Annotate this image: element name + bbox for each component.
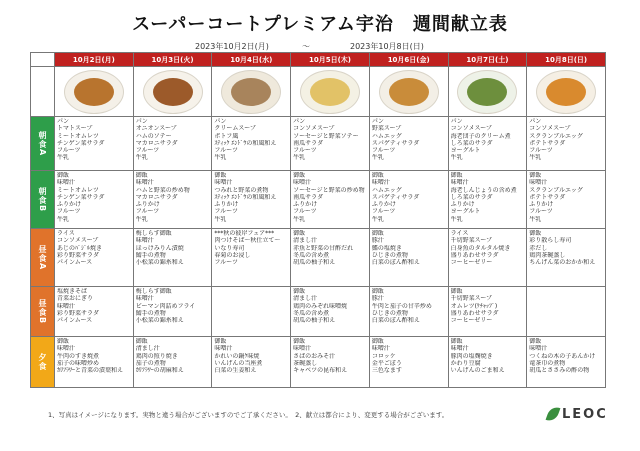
food-shape xyxy=(467,78,507,106)
menu-item: ライス xyxy=(450,230,469,237)
menu-item: 味噌汁 xyxy=(214,345,233,353)
menu-item: 御飯 xyxy=(214,338,227,345)
menu-item: 御飯 xyxy=(57,172,70,179)
menu-item: ほっけみりん漬焼 xyxy=(135,244,184,252)
menu-item: いなり寿司 xyxy=(214,244,245,252)
menu-cell xyxy=(134,229,213,287)
menu-item: 清まし汁 xyxy=(135,345,160,353)
menu-item: 牛乳 xyxy=(450,154,463,162)
meal-label-text: 朝食A xyxy=(38,130,47,157)
menu-item: しろ菜のサラダ xyxy=(450,139,493,147)
menu-item: スクランブルエッグ xyxy=(529,186,583,194)
menu-item: 牛乳 xyxy=(529,215,542,223)
menu-item: ハムと野菜の炒め物 xyxy=(135,186,190,194)
menu-item: 味噌汁 xyxy=(214,179,233,187)
menu-item: フルーツ xyxy=(57,208,81,216)
footnote: 1、写真はイメージになります。実物と違う場合がございますのでご了承ください。 2、献立は都合により、変更する場合がございます。 xyxy=(48,411,449,419)
menu-cell xyxy=(55,229,134,287)
menu-item: 豚汁 xyxy=(371,237,384,245)
menu-item: ***秋の彼岸フェア*** xyxy=(214,230,275,237)
menu-item: チンゲン菜サラダ xyxy=(57,139,105,147)
header-corner xyxy=(31,53,55,67)
menu-item: 御飯 xyxy=(450,288,463,295)
menu-item: ふりかけ xyxy=(371,201,396,209)
salad-photo xyxy=(457,70,517,114)
menu-item: 御飯 xyxy=(293,172,306,179)
photo-cell xyxy=(291,67,370,117)
menu-item: コーヒーゼリー xyxy=(450,317,493,325)
menu-item: ひじきの煮物 xyxy=(371,309,408,317)
menu-item: あじのﾊﾞｼﾞﾙ焼き xyxy=(57,244,103,252)
menu-item: フルーツ xyxy=(293,147,317,155)
menu-item: 牛乳 xyxy=(57,154,70,162)
menu-item: 牛乳 xyxy=(135,215,148,223)
menu-item: パン xyxy=(57,118,70,125)
menu-cell xyxy=(449,229,528,287)
menu-item: 茄子の煮物 xyxy=(135,359,166,367)
menu-cell xyxy=(212,229,291,287)
menu-item: 味噌汁 xyxy=(450,179,469,187)
menu-item: つみれと野菜の煮物 xyxy=(214,186,269,194)
menu-item: 三色なます xyxy=(371,367,402,375)
menu-item: 千切野菜スープ xyxy=(450,295,492,303)
menu-item: 冬瓜の含め煮 xyxy=(293,309,330,317)
menu-item: ふりかけ xyxy=(135,201,160,209)
menu-item: パン xyxy=(529,118,542,125)
menu-cell xyxy=(134,117,213,171)
menu-cell xyxy=(134,287,213,337)
menu-item: 御飯 xyxy=(371,230,384,237)
menu-cell xyxy=(134,171,213,229)
photo-cell xyxy=(134,67,213,117)
menu-item: 牛乳 xyxy=(214,215,227,223)
menu-item: 牛肉のすき焼煮 xyxy=(57,352,100,360)
menu-cell xyxy=(55,171,134,229)
menu-item: 清まし汁 xyxy=(293,237,318,245)
menu-item: 御飯 xyxy=(450,172,463,179)
menu-cell xyxy=(527,117,606,171)
food-shape xyxy=(74,78,114,106)
menu-item: クリームスープ xyxy=(214,125,256,133)
menu-item: 御飯 xyxy=(293,230,306,237)
menu-cell xyxy=(291,171,370,229)
menu-item: 野菜スープ xyxy=(371,125,402,133)
menu-item: 胡瓜とささみの酢の物 xyxy=(529,367,590,375)
menu-item: ヨーグルト xyxy=(450,147,481,155)
menu-item: 牛乳 xyxy=(293,154,306,162)
day-header: 10月4日(水) xyxy=(212,53,291,67)
menu-item: 茄子の味噌炒め xyxy=(57,359,100,367)
menu-item: 小松菜の錦糸和え xyxy=(135,317,184,325)
menu-item: いんげんの当座煮 xyxy=(214,359,263,367)
day-header: 10月8日(日) xyxy=(527,53,606,67)
menu-item: マカロニサラダ xyxy=(135,139,178,147)
menu-item: 味噌汁 xyxy=(135,295,154,303)
menu-item: 鯖手の煮物 xyxy=(135,251,166,259)
menu-item: 胡瓜の柚子和え xyxy=(293,259,336,267)
menu-item: パインムース xyxy=(57,317,93,325)
menu-item: 牛乳 xyxy=(214,154,227,162)
logo-text: LEOC xyxy=(562,406,608,422)
menu-item: ソーセージと野菜ソテー xyxy=(293,132,359,140)
menu-item: 梅しらす御飯 xyxy=(135,288,172,295)
menu-item: 味噌汁 xyxy=(293,179,312,187)
menu-cell xyxy=(212,117,291,171)
menu-item: 牛乳 xyxy=(371,215,384,223)
menu-item: 牛乳 xyxy=(450,215,463,223)
photo-cell xyxy=(370,67,449,117)
menu-item: 御飯 xyxy=(371,288,384,295)
menu-cell xyxy=(449,117,528,171)
menu-item: オニオンスープ xyxy=(135,125,177,133)
menu-item: 味噌汁 xyxy=(57,345,76,353)
menu-item: ふりかけ xyxy=(529,201,554,209)
curry-rice-photo xyxy=(536,70,596,114)
menu-item: ポトフ風 xyxy=(214,132,239,140)
menu-item: かわり豆腐 xyxy=(450,359,481,367)
menu-item: コンソメスープ xyxy=(293,125,335,133)
menu-item: オムレツ(ｹﾁｬｯﾌﾟ) xyxy=(450,302,498,310)
day-header: 10月6日(金) xyxy=(370,53,449,67)
menu-item: ふりかけ xyxy=(450,201,475,209)
meal-label-breakfast_b xyxy=(31,171,55,229)
menu-item: かれいの鍋ｸ味焼 xyxy=(214,352,260,360)
egg-rice-photo xyxy=(300,70,360,114)
menu-item: ふりかけ xyxy=(57,201,82,209)
menu-item: マカロニサラダ xyxy=(135,193,178,201)
menu-item: 千切野菜スープ xyxy=(450,237,492,245)
menu-item: 味噌汁 xyxy=(371,345,390,353)
menu-item: フルーツ xyxy=(135,147,160,155)
menu-item: 御飯 xyxy=(135,172,148,179)
menu-item: トマトスープ xyxy=(57,125,93,133)
menu-item: チンゲン菜サラダ xyxy=(57,193,105,201)
menu-item: 竜茶巾の煮物 xyxy=(529,359,566,367)
soba-photo xyxy=(221,70,281,114)
menu-cell xyxy=(55,117,134,171)
menu-item: パン xyxy=(214,118,227,125)
menu-item: 肉つけそば～秋仕立て～ xyxy=(214,237,281,245)
menu-item: フルーツ xyxy=(371,208,396,216)
meal-label-dinner xyxy=(31,337,55,388)
menu-item: 塩焼きそば xyxy=(57,288,88,295)
menu-item: スクランブルエッグ xyxy=(529,132,583,140)
menu-item: 南瓜サラダ xyxy=(293,193,324,201)
menu-item: フルーツ xyxy=(293,208,317,216)
menu-cell xyxy=(291,229,370,287)
menu-item: 盛りあわせサラダ xyxy=(450,251,499,259)
menu-item: ポテトサラダ xyxy=(529,193,566,201)
menu-item: ハムのソテー xyxy=(135,132,172,140)
menu-item: 牛乳 xyxy=(529,154,542,162)
menu-item: ｽﾃｨｯｸ ｴﾝﾄﾞｳの和風和え xyxy=(214,193,277,201)
menu-cell xyxy=(212,287,291,337)
date-end: 2023年10月8日(日) xyxy=(350,42,424,51)
menu-item: 味噌汁 xyxy=(57,179,76,187)
menu-item: 鶏肉の照り焼き xyxy=(135,352,178,360)
menu-item: 牛乳 xyxy=(57,215,70,223)
menu-item: 盛りあわせサラダ xyxy=(450,309,499,317)
day-header: 10月5日(木) xyxy=(291,53,370,67)
menu-cell xyxy=(449,287,528,337)
menu-item: ｶﾘﾌﾗﾜｰの胡麻和え xyxy=(135,367,184,375)
menu-cell xyxy=(291,117,370,171)
menu-item: さばのおみそ汁 xyxy=(293,352,336,360)
menu-item: 豚汁 xyxy=(371,295,384,303)
menu-item: コンソメスープ xyxy=(529,125,571,133)
day-header: 10月3日(火) xyxy=(134,53,213,67)
menu-item: ミートオムレツ xyxy=(57,186,99,194)
menu-item: 味噌汁 xyxy=(293,345,312,353)
menu-item: 味噌汁 xyxy=(529,345,548,353)
menu-item: ミートオムレツ xyxy=(57,132,99,140)
menu-item: フルーツ xyxy=(529,208,553,216)
menu-item: 御飯 xyxy=(135,338,148,345)
menu-item: 御飯 xyxy=(529,172,542,179)
menu-item: 白身魚のタルタル焼き xyxy=(450,244,511,252)
menu-item: 御飯 xyxy=(529,230,542,237)
menu-cell xyxy=(370,287,449,337)
menu-item: ハムエッグ xyxy=(371,186,402,194)
menu-item: パン xyxy=(450,118,463,125)
menu-item: 青菜おにぎり xyxy=(57,295,94,303)
menu-item: 牛乳 xyxy=(293,215,306,223)
menu-item: 梅しらす御飯 xyxy=(135,230,172,237)
menu-item: ちんげん菜のおかか和え xyxy=(529,259,596,267)
meal-label-text: 朝食B xyxy=(38,186,47,213)
menu-item: ｽﾃｨｯｸ ｴﾝﾄﾞｳの和風和え xyxy=(214,139,277,147)
menu-item: 御飯 xyxy=(293,288,306,295)
menu-item: 南瓜サラダ xyxy=(293,139,324,147)
menu-item: 彩り野菜サラダ xyxy=(57,309,99,317)
fried-fish-photo xyxy=(379,70,439,114)
menu-item: 味噌汁 xyxy=(135,237,154,245)
menu-item: 豚肉の塩麹焼き xyxy=(450,352,493,360)
menu-item: フルーツ xyxy=(214,147,238,155)
menu-item: 白菜のぽん酢和え xyxy=(371,317,420,325)
menu-cell xyxy=(212,171,291,229)
menu-item: 御飯 xyxy=(371,172,384,179)
menu-item: パインムース xyxy=(57,259,93,267)
date-start: 2023年10月2日(月) xyxy=(195,42,269,51)
menu-cell xyxy=(134,337,213,388)
leaf-icon xyxy=(546,405,561,423)
date-separator: ～ xyxy=(302,42,310,51)
menu-cell xyxy=(55,337,134,388)
menu-item: 金平ごぼう xyxy=(371,359,402,367)
menu-item: 御飯 xyxy=(293,338,306,345)
menu-cell xyxy=(527,337,606,388)
menu-item: 牛肉と茄子の甘辛炒め xyxy=(371,302,432,310)
menu-item: ポテトサラダ xyxy=(529,139,566,147)
day-header: 10月2日(月) xyxy=(55,53,134,67)
meal-label-text: 夕食 xyxy=(38,353,47,371)
menu-item: フルーツ xyxy=(135,208,160,216)
photo-cell xyxy=(55,67,134,117)
menu-item: コンソメスープ xyxy=(450,125,492,133)
menu-item: 味噌汁 xyxy=(57,302,76,310)
menu-cell xyxy=(212,337,291,388)
food-shape xyxy=(546,78,586,106)
menu-cell xyxy=(527,229,606,287)
menu-item: コーヒーゼリー xyxy=(450,259,493,267)
photo-corner xyxy=(31,67,55,117)
meal-label-text: 昼食B xyxy=(38,298,47,325)
leoc-logo xyxy=(548,406,608,422)
menu-item: フルーツ xyxy=(529,147,553,155)
menu-item: 味噌汁 xyxy=(371,179,390,187)
menu-item: 牛乳 xyxy=(135,154,148,162)
menu-item: 御飯 xyxy=(450,338,463,345)
menu-cell xyxy=(370,171,449,229)
menu-item: いんげんのごま和え xyxy=(450,367,505,375)
menu-item: 牛乳 xyxy=(371,154,384,162)
menu-item: 冬瓜の含め煮 xyxy=(293,251,330,259)
menu-item: キャベツの昆布和え xyxy=(293,367,348,375)
menu-item: 白菜の生姜和え xyxy=(214,367,257,375)
menu-cell xyxy=(527,287,606,337)
menu-item: 鶏肉のみぞれ味噌焼 xyxy=(293,302,348,310)
menu-item: 茶碗蒸し xyxy=(293,359,318,367)
menu-item: 赤魚と野菜の甘酢だれ xyxy=(293,244,354,252)
menu-item: 御飯 xyxy=(529,338,542,345)
page-title: スーパーコートプレミアム宇治 週間献立表 xyxy=(132,14,508,35)
karaage-bowl-photo xyxy=(64,70,124,114)
menu-item: フルーツ xyxy=(214,259,238,267)
menu-cell xyxy=(291,337,370,388)
menu-item: ハムエッグ xyxy=(371,132,402,140)
menu-cell xyxy=(370,337,449,388)
meal-label-text: 昼食A xyxy=(38,244,47,271)
menu-item: 味噌汁 xyxy=(529,179,548,187)
menu-item: スパゲティサラダ xyxy=(371,139,420,147)
food-shape xyxy=(153,78,193,106)
photo-cell xyxy=(527,67,606,117)
menu-item: しろ菜のサラダ xyxy=(450,193,493,201)
menu-item: 鶏肉茶碗蒸し xyxy=(529,251,566,259)
menu-cell xyxy=(527,171,606,229)
menu-item: 味噌汁 xyxy=(450,345,469,353)
photo-cell xyxy=(449,67,528,117)
menu-item: コンソメスープ xyxy=(57,237,99,245)
menu-cell xyxy=(370,117,449,171)
menu-item: 海老団子のクリーム煮 xyxy=(450,132,511,140)
menu-cell xyxy=(291,287,370,337)
menu-item: 胡瓜の柚子和え xyxy=(293,317,336,325)
menu-item: 味噌汁 xyxy=(135,179,154,187)
menu-item: 鰈の塩焼き xyxy=(371,244,402,252)
menu-item: ビーマン肉詰めフライ xyxy=(135,302,196,310)
menu-item: スパゲティサラダ xyxy=(371,193,420,201)
menu-item: 彩り散らし寿司 xyxy=(529,237,572,245)
menu-item: つくねの木の子あんかけ xyxy=(529,352,596,360)
menu-item: 御飯 xyxy=(371,338,384,345)
menu-item: 彩り野菜サラダ xyxy=(57,251,99,259)
meal-label-breakfast_a xyxy=(31,117,55,171)
food-shape xyxy=(310,78,350,106)
menu-item: 御飯 xyxy=(57,338,70,345)
menu-item: ひじきの煮物 xyxy=(371,251,408,259)
menu-item: ふりかけ xyxy=(214,201,239,209)
menu-cell xyxy=(449,171,528,229)
menu-item: パン xyxy=(293,118,306,125)
meal-label-lunch_a xyxy=(31,229,55,287)
menu-table xyxy=(30,52,606,388)
meal-label-lunch_b xyxy=(31,287,55,337)
menu-cell xyxy=(370,229,449,287)
photo-cell xyxy=(212,67,291,117)
menu-item: ｶﾘﾌﾗﾜｰと青菜の漬葉和え xyxy=(57,367,124,375)
menu-cell xyxy=(55,287,134,337)
menu-item: 海老しんじょうの含め煮 xyxy=(450,186,517,194)
menu-item: コロッケ xyxy=(371,352,396,360)
menu-item: パン xyxy=(135,118,148,125)
menu-cell xyxy=(449,337,528,388)
menu-item: ヨーグルト xyxy=(450,208,481,216)
menu-item: 小松菜の錦糸和え xyxy=(135,259,184,267)
menu-item: フルーツ xyxy=(214,208,238,216)
menu-item: ソーセージと野菜の炒め物 xyxy=(293,186,365,194)
day-header: 10月7日(土) xyxy=(449,53,528,67)
menu-item: フルーツ xyxy=(371,147,396,155)
food-shape xyxy=(231,78,271,106)
menu-item: 御飯 xyxy=(214,172,227,179)
menu-item: 春菊のお浸し xyxy=(214,251,251,259)
menu-item: ふりかけ xyxy=(293,201,318,209)
grilled-pork-photo xyxy=(143,70,203,114)
menu-item: フルーツ xyxy=(57,147,81,155)
menu-item: ライス xyxy=(57,230,75,237)
menu-item: 白菜のぽん酢和え xyxy=(371,259,420,267)
menu-item: 鯖手の煮物 xyxy=(135,309,166,317)
menu-item: パン xyxy=(371,118,384,125)
food-shape xyxy=(389,78,429,106)
menu-item: 赤だし xyxy=(529,244,548,252)
menu-item: 清まし汁 xyxy=(293,295,318,303)
